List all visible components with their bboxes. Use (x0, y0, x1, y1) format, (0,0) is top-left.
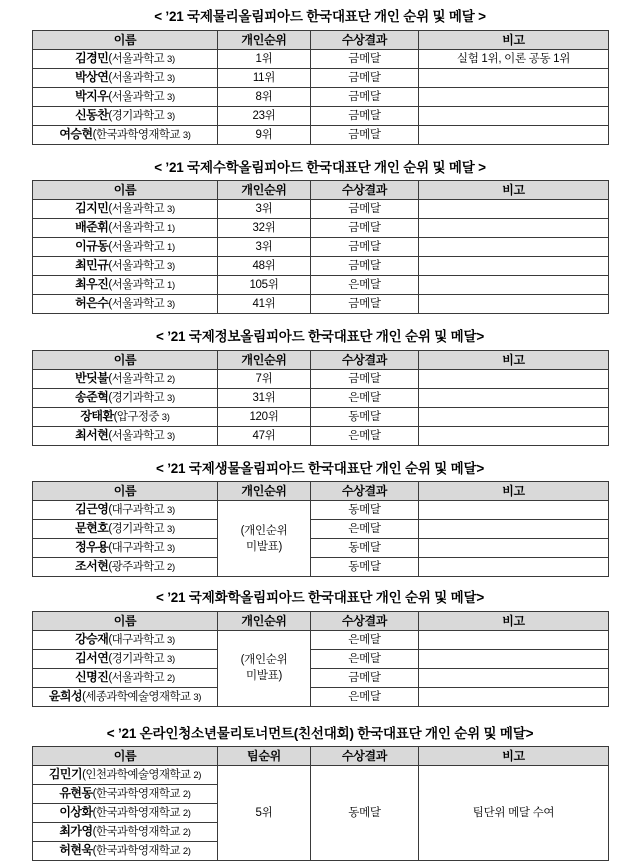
student-name-cell (33, 687, 218, 706)
award-cell: 금메달 (311, 68, 419, 87)
student-name: 배준휘 (75, 220, 109, 234)
award-cell: 금메달 (311, 87, 419, 106)
award-cell: 은메달 (311, 687, 419, 706)
award-cell: 금메달 (311, 668, 419, 687)
student-name: 허현욱 (59, 843, 93, 857)
award-cell: 은메달 (311, 388, 419, 407)
student-name-cell (33, 369, 218, 388)
student-school: (한국과학영재학교 (92, 845, 180, 857)
student-name: 유현동 (59, 786, 93, 800)
note-cell (419, 369, 609, 388)
student-school: (서울과학고 (108, 372, 165, 385)
student-grade: 2) (167, 672, 175, 684)
student-grade: 3) (161, 411, 170, 423)
student-name-cell (33, 219, 218, 238)
student-name-cell (33, 106, 218, 125)
note-cell (419, 219, 609, 238)
award-cell: 동메달 (311, 539, 419, 558)
student-name: 허은수 (75, 296, 109, 310)
column-header: 수상결과 (311, 30, 419, 49)
column-header: 이름 (33, 747, 218, 766)
student-grade: 1) (167, 242, 175, 253)
student-school: (서울과학고 (108, 241, 165, 253)
award-cell: 은메달 (311, 276, 419, 295)
column-header: 비고 (419, 747, 609, 766)
student-name-cell (33, 520, 218, 539)
award-cell: 동메달 (311, 558, 419, 577)
section-title: < ’21 국제수학올림피아드 한국대표단 개인 순위 및 메달 > (154, 159, 486, 175)
table-row (33, 630, 609, 649)
rank-cell: 32위 (218, 219, 311, 238)
note-cell: 실험 1위, 이론 공동 1위 (419, 49, 609, 68)
student-grade: 2) (182, 808, 191, 819)
table-header-row (33, 747, 609, 766)
student-name: 이상화 (59, 805, 93, 819)
rank-cell: 9위 (218, 125, 311, 144)
olympiad-section (32, 462, 608, 578)
results-table (32, 30, 609, 145)
column-header: 이름 (33, 482, 218, 501)
student-name-cell (33, 276, 218, 295)
award-cell: 금메달 (311, 238, 419, 257)
student-name: 최민규 (75, 258, 109, 272)
column-header: 개인순위 (218, 482, 311, 501)
olympiad-section (32, 727, 608, 862)
student-name-cell (33, 68, 218, 87)
student-grade: 3) (167, 524, 175, 535)
student-name-cell (33, 649, 218, 668)
rank-cell: 7위 (218, 369, 311, 388)
student-name: 조서현 (75, 559, 109, 573)
award-cell: 금메달 (311, 49, 419, 68)
student-school: (세종과학예술영재학교 (82, 690, 191, 703)
student-grade: 2) (182, 789, 191, 800)
student-grade: 3) (182, 129, 191, 141)
note-cell (419, 649, 609, 668)
note-cell (419, 68, 609, 87)
section-title: < ’21 국제화학올림피아드 한국대표단 개인 순위 및 메달> (155, 590, 485, 605)
rank-cell: 31위 (218, 388, 311, 407)
document-page (0, 10, 640, 862)
student-grade: 3) (167, 505, 175, 516)
table-row (33, 238, 609, 257)
student-name-cell (33, 407, 218, 426)
student-school: (한국과학영재학교 (92, 807, 180, 819)
student-grade: 3) (167, 204, 175, 215)
note-cell (419, 668, 609, 687)
award-cell: 동메달 (311, 407, 419, 426)
table-row (33, 687, 609, 706)
column-header: 개인순위 (218, 181, 311, 200)
student-grade: 3) (167, 72, 175, 84)
note-cell (419, 687, 609, 706)
student-school: (한국과학영재학교 (92, 128, 180, 141)
table-row (33, 257, 609, 276)
note-cell (419, 558, 609, 577)
column-header: 수상결과 (311, 482, 419, 501)
student-grade: 3) (193, 691, 202, 703)
results-table (32, 746, 609, 861)
table-row (33, 295, 609, 314)
student-name-cell (33, 630, 218, 649)
note-cell (419, 125, 609, 144)
student-school: (인천과학예술영재학교 (82, 769, 191, 781)
table-row (33, 106, 609, 125)
note-cell (419, 295, 609, 314)
student-name-cell (33, 766, 218, 785)
student-school: (광주과학고 (108, 561, 165, 573)
student-school: (한국과학영재학교 (92, 788, 180, 800)
award-cell: 금메달 (311, 257, 419, 276)
column-header: 개인순위 (218, 30, 311, 49)
table-row (33, 200, 609, 219)
student-name-cell (33, 804, 218, 823)
award-cell: 금메달 (311, 369, 419, 388)
student-name-cell (33, 558, 218, 577)
student-school: (서울과학고 (108, 429, 165, 442)
section-title: < ’21 온라인청소년물리토너먼트(친선대회) 한국대표단 개인 순위 및 메달> (106, 725, 534, 741)
award-cell: 은메달 (311, 630, 419, 649)
column-header: 비고 (419, 611, 609, 630)
column-header: 비고 (419, 181, 609, 200)
rank-cell: 8위 (218, 87, 311, 106)
column-header: 수상결과 (311, 181, 419, 200)
student-grade: 3) (167, 430, 175, 442)
olympiad-section (32, 161, 608, 315)
note-cell (419, 106, 609, 125)
note-cell-merged: 팀단위 메달 수여 (419, 766, 609, 861)
column-header: 비고 (419, 482, 609, 501)
student-name: 최서현 (75, 427, 109, 442)
student-grade: 2) (182, 827, 191, 838)
table-row (33, 407, 609, 426)
rank-cell: 47위 (218, 426, 311, 445)
column-header: 수상결과 (311, 350, 419, 369)
column-header: 비고 (419, 350, 609, 369)
sections-container (0, 10, 640, 861)
table-row (33, 539, 609, 558)
results-table (32, 481, 609, 577)
olympiad-section (32, 10, 608, 145)
olympiad-section (32, 591, 608, 707)
student-grade: 3) (167, 91, 175, 103)
rank-line-2: 미발표) (246, 670, 282, 682)
student-school: (서울과학고 (108, 90, 165, 103)
award-cell: 금메달 (311, 200, 419, 219)
note-cell (419, 501, 609, 520)
student-name: 김민기 (48, 767, 83, 781)
student-name-cell (33, 125, 218, 144)
rank-cell: 48위 (218, 257, 311, 276)
column-header: 개인순위 (218, 350, 311, 369)
rank-cell-merged (218, 766, 311, 861)
award-cell: 금메달 (311, 106, 419, 125)
table-header-row (33, 611, 609, 630)
student-grade: 3) (167, 299, 175, 310)
student-school: (서울과학고 (108, 71, 165, 84)
note-cell (419, 200, 609, 219)
student-school: (경기과학고 (108, 391, 165, 404)
table-row (33, 668, 609, 687)
student-grade: 1) (167, 223, 175, 234)
student-grade: 3) (167, 653, 175, 665)
student-school: (경기과학고 (108, 109, 165, 122)
table-row (33, 49, 609, 68)
student-name: 최우진 (75, 277, 109, 291)
table-row (33, 426, 609, 445)
student-name-cell (33, 200, 218, 219)
rank-cell: 23위 (218, 106, 311, 125)
column-header: 이름 (33, 350, 218, 369)
student-school: (서울과학고 (108, 203, 165, 215)
student-name: 강승재 (75, 631, 109, 646)
student-name: 장태환 (80, 408, 114, 423)
rank-cell: 1위 (218, 49, 311, 68)
student-school: (서울과학고 (108, 260, 165, 272)
note-cell (419, 407, 609, 426)
note-cell (419, 539, 609, 558)
student-name-cell (33, 785, 218, 804)
award-cell: 은메달 (311, 649, 419, 668)
rank-cell-merged (218, 501, 311, 577)
student-school: (대구과학고 (108, 542, 165, 554)
student-name: 이규동 (75, 239, 109, 253)
student-name-cell (33, 257, 218, 276)
award-cell: 금메달 (311, 295, 419, 314)
student-grade: 2) (167, 373, 175, 385)
student-name: 박지우 (75, 88, 109, 103)
column-header: 이름 (33, 30, 218, 49)
student-name: 문현호 (75, 521, 109, 535)
student-name-cell (33, 295, 218, 314)
student-name: 김서연 (75, 650, 109, 665)
rank-line-1: 5위 (255, 807, 273, 819)
award-cell-merged: 동메달 (311, 766, 419, 861)
column-header: 수상결과 (311, 611, 419, 630)
student-grade: 3) (167, 53, 175, 65)
rank-line-2: 미발표) (246, 540, 282, 553)
section-title: < ’21 국제정보올림피아드 한국대표단 개인 순위 및 메달> (155, 329, 485, 344)
student-name: 박상연 (75, 69, 109, 84)
student-name-cell (33, 842, 218, 861)
student-school: (서울과학고 (108, 52, 165, 65)
rank-line-1: (개인순위 (240, 654, 288, 666)
student-school: (경기과학고 (108, 652, 165, 665)
results-table (32, 180, 609, 314)
column-header: 수상결과 (311, 747, 419, 766)
results-table (32, 350, 609, 446)
table-row (33, 125, 609, 144)
student-name: 송준혁 (75, 389, 109, 404)
olympiad-section (32, 330, 608, 446)
award-cell: 금메달 (311, 219, 419, 238)
student-grade: 2) (182, 846, 191, 857)
note-cell (419, 426, 609, 445)
student-school: (서울과학고 (108, 222, 165, 234)
student-name: 신명진 (75, 669, 109, 684)
student-school: (서울과학고 (108, 671, 165, 684)
note-cell (419, 238, 609, 257)
student-grade: 3) (167, 543, 175, 554)
student-grade: 3) (167, 261, 175, 272)
table-row (33, 649, 609, 668)
rank-cell: 120위 (218, 407, 311, 426)
student-name-cell (33, 501, 218, 520)
student-name-cell (33, 426, 218, 445)
note-cell (419, 87, 609, 106)
student-school: (한국과학영재학교 (92, 826, 180, 838)
student-name-cell (33, 87, 218, 106)
student-school: (서울과학고 (108, 298, 165, 310)
table-row (33, 369, 609, 388)
student-grade: 3) (167, 392, 175, 404)
student-name: 김근영 (75, 502, 109, 516)
column-header: 이름 (33, 611, 218, 630)
table-row (33, 388, 609, 407)
award-cell: 금메달 (311, 125, 419, 144)
student-grade: 2) (167, 562, 175, 573)
column-header: 팀순위 (218, 747, 311, 766)
student-name: 신동찬 (75, 107, 109, 122)
student-name: 최가영 (59, 824, 93, 838)
results-table (32, 611, 609, 707)
table-row (33, 558, 609, 577)
student-name: 윤희성 (48, 688, 83, 703)
student-name: 반딧불 (75, 370, 109, 385)
note-cell (419, 520, 609, 539)
student-school: (대구과학고 (108, 504, 165, 516)
student-school: (압구정중 (113, 410, 159, 423)
table-header-row (33, 350, 609, 369)
note-cell (419, 388, 609, 407)
student-name-cell (33, 668, 218, 687)
student-name-cell (33, 823, 218, 842)
student-school: (서울과학고 (108, 279, 165, 291)
rank-cell-merged (218, 630, 311, 706)
student-name-cell (33, 388, 218, 407)
note-cell (419, 276, 609, 295)
rank-cell: 41위 (218, 295, 311, 314)
column-header: 개인순위 (218, 611, 311, 630)
student-name-cell (33, 238, 218, 257)
student-name: 정우용 (75, 540, 109, 554)
student-name-cell (33, 539, 218, 558)
rank-cell: 105위 (218, 276, 311, 295)
award-cell: 은메달 (311, 426, 419, 445)
student-grade: 1) (167, 280, 175, 291)
student-name: 김경민 (75, 50, 109, 65)
table-row (33, 501, 609, 520)
student-name: 여승현 (59, 126, 93, 141)
rank-line-1: (개인순위 (240, 524, 288, 537)
table-row (33, 766, 609, 785)
table-header-row (33, 482, 609, 501)
table-row (33, 276, 609, 295)
table-row (33, 520, 609, 539)
student-grade: 2) (193, 770, 202, 781)
student-grade: 3) (167, 634, 175, 646)
rank-cell: 11위 (218, 68, 311, 87)
section-title: < ’21 국제생물올림피아드 한국대표단 개인 순위 및 메달> (155, 460, 485, 476)
table-header-row (33, 181, 609, 200)
column-header: 비고 (419, 30, 609, 49)
rank-cell: 3위 (218, 238, 311, 257)
rank-cell: 3위 (218, 200, 311, 219)
student-name: 김지민 (75, 201, 109, 215)
table-row (33, 68, 609, 87)
column-header: 이름 (33, 181, 218, 200)
award-cell: 은메달 (311, 520, 419, 539)
student-name-cell (33, 49, 218, 68)
table-row (33, 87, 609, 106)
note-cell (419, 630, 609, 649)
table-row (33, 219, 609, 238)
student-grade: 3) (167, 110, 175, 122)
student-school: (대구과학고 (108, 633, 165, 646)
student-school: (경기과학고 (108, 523, 165, 535)
section-title: < ’21 국제물리올림피아드 한국대표단 개인 순위 및 메달 > (154, 9, 486, 24)
note-cell (419, 257, 609, 276)
award-cell: 동메달 (311, 501, 419, 520)
table-header-row (33, 30, 609, 49)
